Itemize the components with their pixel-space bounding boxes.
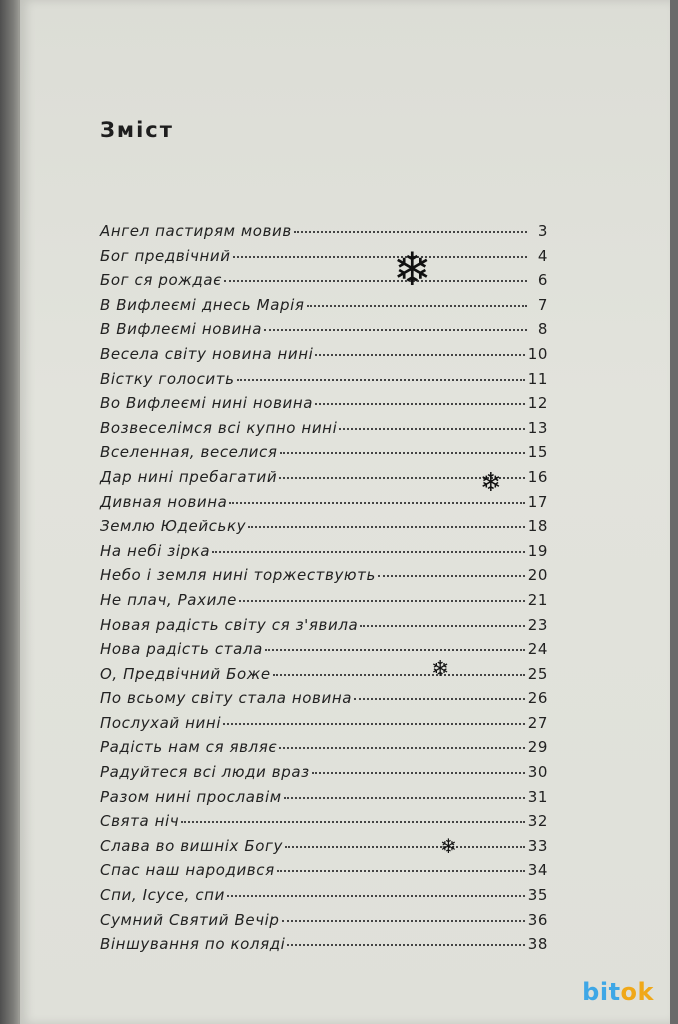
dot-leader — [223, 723, 525, 725]
toc-entry-page-number: 10 — [527, 344, 548, 363]
dot-leader — [312, 772, 525, 774]
toc-entry-title: Послухай нині — [100, 713, 222, 732]
toc-entry-title: Разом нині прославім — [100, 787, 282, 806]
toc-entry-page-number: 32 — [527, 812, 548, 831]
toc-entry — [100, 566, 548, 591]
toc-entry-title: Землю Юдейську — [100, 517, 247, 536]
dot-leader — [181, 821, 524, 823]
toc-entry — [100, 665, 548, 690]
toc-entry-title: Спас наш народився — [100, 861, 275, 880]
toc-entry-page-number: 35 — [527, 886, 548, 905]
dot-leader — [233, 256, 527, 258]
toc-entry-title: Ангел пастирям мовив — [100, 222, 292, 240]
toc-entry-page-number: 18 — [527, 517, 548, 536]
toc-entry — [100, 370, 548, 395]
toc-entry — [100, 320, 548, 345]
toc-entry-page-number: 30 — [527, 763, 548, 782]
toc-entry-title: По всьому світу стала новина — [100, 689, 353, 708]
dot-leader — [315, 403, 525, 405]
toc-entry — [100, 714, 548, 739]
toc-entry-title: Сумний Святий Вечір — [100, 910, 280, 929]
toc-entry-page-number: 25 — [527, 664, 548, 683]
toc-entry-title: Вселенная, веселися — [100, 443, 278, 462]
toc-entry-page-number: 16 — [527, 467, 548, 486]
table-of-contents — [100, 222, 548, 960]
toc-entry-page-number: 31 — [527, 787, 548, 806]
toc-entry — [100, 271, 548, 296]
toc-entry — [100, 935, 548, 960]
dot-leader — [224, 280, 527, 282]
toc-entry-page-number: 24 — [527, 640, 548, 659]
toc-entry-title: Небо і земля нині торжествують — [100, 566, 376, 585]
toc-entry-page-number: 12 — [527, 394, 548, 413]
toc-entry-title: Радість нам ся являє — [100, 738, 278, 757]
toc-entry — [100, 222, 548, 247]
dot-leader — [354, 698, 525, 700]
dot-leader — [248, 526, 525, 528]
toc-entry-page-number: 7 — [537, 295, 548, 314]
toc-entry-title: В Вифлеємі новина — [100, 320, 262, 339]
toc-entry — [100, 517, 548, 542]
dot-leader — [287, 944, 524, 946]
toc-entry-page-number: 19 — [527, 541, 548, 560]
toc-entry-title: Бог ся рождає — [100, 271, 222, 290]
toc-entry-page-number: 11 — [527, 369, 548, 388]
snowflake-icon: ❄ — [393, 242, 432, 296]
dot-leader — [294, 231, 527, 233]
toc-entry-page-number: 27 — [527, 713, 548, 732]
toc-entry — [100, 443, 548, 468]
toc-entry-title: Нова радість стала — [100, 640, 263, 659]
toc-entry-title: Дивная новина — [100, 492, 228, 511]
dot-leader — [229, 502, 524, 504]
dot-leader — [237, 379, 525, 381]
dot-leader — [339, 428, 524, 430]
toc-entry-title: Радуйтеся всі люди враз — [100, 763, 310, 782]
toc-entry-page-number: 13 — [527, 418, 548, 437]
toc-entry-page-number: 15 — [527, 443, 548, 462]
toc-entry — [100, 247, 548, 272]
toc-entry — [100, 788, 548, 813]
toc-entry — [100, 640, 548, 665]
toc-entry — [100, 911, 548, 936]
dot-leader — [265, 649, 525, 651]
toc-entry-title: Весела світу новина нині — [100, 344, 314, 363]
toc-entry — [100, 419, 548, 444]
toc-entry-page-number: 20 — [527, 566, 548, 585]
toc-entry — [100, 394, 548, 419]
toc-entry-page-number: 34 — [527, 861, 548, 880]
toc-entry-title: Бог предвічний — [100, 246, 231, 265]
toc-entry-title: Дар нині пребагатий — [100, 467, 278, 486]
toc-entry — [100, 542, 548, 567]
toc-entry-title: В Вифлеємі днесь Марія — [100, 295, 305, 314]
toc-entry — [100, 738, 548, 763]
dot-leader — [315, 354, 524, 356]
toc-entry-page-number: 33 — [527, 836, 548, 855]
toc-entry — [100, 689, 548, 714]
dot-leader — [227, 895, 525, 897]
toc-entry-title: О, Предвічний Боже — [100, 664, 271, 683]
dot-leader — [285, 846, 525, 848]
toc-entry-title: На небі зірка — [100, 541, 211, 560]
toc-entry — [100, 763, 548, 788]
toc-entry-title: Не плач, Рахиле — [100, 590, 237, 609]
toc-entry-page-number: 23 — [527, 615, 548, 634]
dot-leader — [282, 920, 525, 922]
toc-entry — [100, 616, 548, 641]
toc-entry — [100, 834, 548, 862]
toc-entry-page-number: 17 — [527, 492, 548, 511]
toc-entry-title: Возвеселімся всі купно нині — [100, 418, 338, 437]
snowflake-icon: ❄ — [440, 834, 457, 858]
dot-leader — [284, 797, 525, 799]
toc-entry-page-number: 8 — [537, 320, 548, 339]
toc-entry-title: Вістку голосить — [100, 369, 235, 388]
toc-entry — [100, 296, 548, 321]
toc-entry-title: Во Вифлеємі нині новина — [100, 394, 314, 413]
toc-entry-page-number: 3 — [537, 222, 548, 240]
page-title: Зміст — [100, 118, 174, 142]
toc-entry-page-number: 36 — [527, 910, 548, 929]
snowflake-icon: ❄ — [480, 468, 502, 498]
toc-entry — [100, 861, 548, 886]
dot-leader — [212, 551, 525, 553]
toc-entry — [100, 886, 548, 911]
toc-entry-title: Віншування по коляді — [100, 935, 286, 954]
dot-leader — [307, 305, 527, 307]
toc-entry-page-number: 38 — [527, 935, 548, 954]
toc-entry-page-number: 4 — [537, 246, 548, 265]
toc-entry — [100, 591, 548, 616]
watermark-logo: bitok — [582, 978, 654, 1006]
dot-leader — [239, 600, 525, 602]
dot-leader — [273, 674, 525, 676]
toc-entry-title: Свята ніч — [100, 812, 180, 831]
dot-leader — [277, 870, 525, 872]
toc-entry — [100, 345, 548, 370]
toc-entry-page-number: 21 — [527, 590, 548, 609]
dot-leader — [264, 329, 527, 331]
toc-entry-title: Спи, Ісусе, спи — [100, 886, 225, 905]
toc-entry — [100, 812, 548, 837]
dot-leader — [360, 625, 524, 627]
toc-entry-page-number: 29 — [527, 738, 548, 757]
toc-entry-title: Слава во вишніх Богу — [100, 836, 283, 855]
toc-entry-page-number: 26 — [527, 689, 548, 708]
dot-leader — [378, 575, 525, 577]
dot-leader — [279, 747, 525, 749]
toc-entry-title: Новая радість світу ся з'явила — [100, 615, 359, 634]
snowflake-icon: ❄ — [431, 657, 450, 682]
dot-leader — [280, 452, 525, 454]
toc-entry-page-number: 6 — [537, 271, 548, 290]
